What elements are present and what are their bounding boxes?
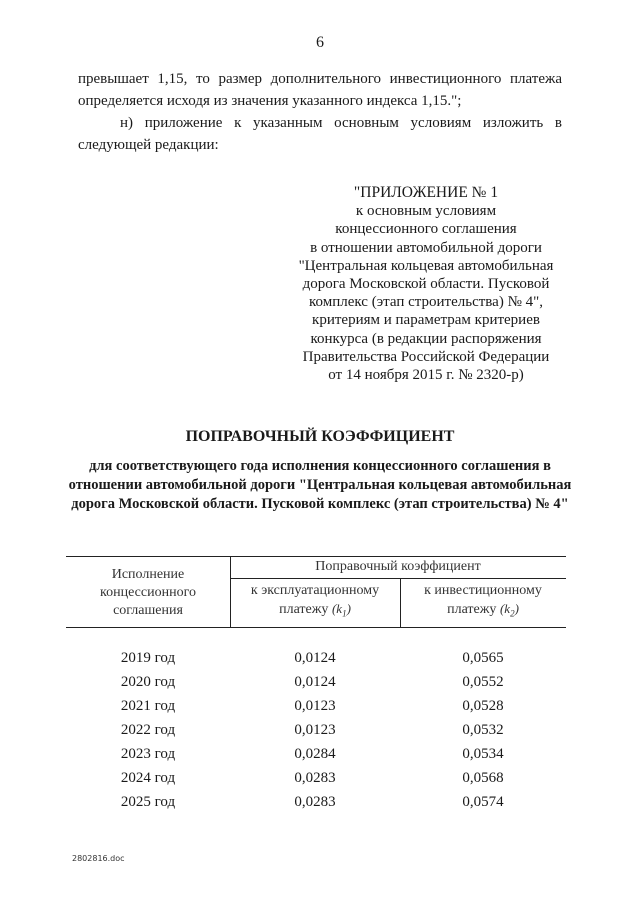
appendix-line: комплекс (этап строительства) № 4", bbox=[308, 294, 544, 311]
table-top-rule bbox=[66, 556, 566, 557]
table-row bbox=[66, 650, 566, 674]
appendix-line: "Центральная кольцевая автомобильная bbox=[298, 257, 554, 274]
cell-k1: 0,0123 bbox=[294, 722, 336, 738]
k2-letter: k bbox=[504, 601, 511, 616]
table-header-rule bbox=[230, 578, 566, 579]
appendix-line: концессионного соглашения bbox=[335, 221, 517, 238]
appendix-line: Правительства Российской Федерации bbox=[302, 348, 550, 365]
appendix-line: в отношении автомобильной дороги bbox=[310, 239, 542, 256]
cell-k2: 0,0532 bbox=[462, 722, 504, 738]
cell-year: 2019 год bbox=[120, 650, 176, 666]
cell-year: 2024 год bbox=[120, 770, 176, 786]
document-heading: ПОПРАВОЧНЫЙ КОЭФФИЦИЕНТ bbox=[185, 428, 455, 445]
k1-index: 1 bbox=[342, 608, 347, 619]
cell-k2: 0,0574 bbox=[462, 794, 504, 810]
table-header-bottom-rule bbox=[66, 627, 566, 628]
paragraph-index-clause: превышает 1,15, то размер дополнительного инвестиционного платежа определяется исходя из значения указанного индекса 1,15."; bbox=[78, 71, 562, 109]
cell-k1: 0,0283 bbox=[294, 794, 336, 810]
table-row bbox=[66, 794, 566, 818]
header-k2-label: к инвестиционному платежу bbox=[424, 583, 542, 617]
cell-k1: 0,0123 bbox=[294, 698, 336, 714]
cell-k2: 0,0552 bbox=[462, 674, 504, 690]
header-k2 bbox=[400, 582, 566, 623]
table-row bbox=[66, 770, 566, 794]
appendix-line: от 14 ноября 2015 г. № 2320-р) bbox=[328, 367, 524, 384]
header-execution: Исполнение концессионного соглашения bbox=[100, 567, 196, 618]
cell-k1: 0,0124 bbox=[294, 674, 336, 690]
cell-k2: 0,0528 bbox=[462, 698, 504, 714]
header-coefficient: Поправочный коэффициент bbox=[315, 559, 481, 574]
table-row bbox=[66, 674, 566, 698]
appendix-header bbox=[268, 184, 584, 384]
cell-k2: 0,0565 bbox=[462, 650, 504, 666]
table-row bbox=[66, 746, 566, 770]
cell-k1: 0,0284 bbox=[294, 746, 336, 762]
k2-index: 2 bbox=[510, 608, 515, 619]
cell-year: 2020 год bbox=[120, 674, 176, 690]
cell-k1: 0,0124 bbox=[294, 650, 336, 666]
cell-k2: 0,0534 bbox=[462, 746, 504, 762]
cell-year: 2021 год bbox=[120, 698, 176, 714]
cell-year: 2023 год bbox=[120, 746, 176, 762]
appendix-line: критериям и параметрам критериев bbox=[312, 312, 540, 329]
cell-year: 2025 год bbox=[120, 794, 176, 810]
page-number: 6 bbox=[316, 34, 324, 51]
cell-k2: 0,0568 bbox=[462, 770, 504, 786]
paragraph-appendix-clause: н) приложение к указанным основным условиям изложить в следующей редакции: bbox=[78, 115, 562, 153]
header-k1 bbox=[230, 582, 400, 623]
table-row bbox=[66, 722, 566, 746]
appendix-line: дорога Московской области. Пусковой bbox=[302, 276, 550, 293]
header-k1-label: к эксплуатационному платежу bbox=[250, 583, 380, 617]
k1-symbol: $(k_1)$ bbox=[331, 601, 351, 619]
cell-k1: 0,0283 bbox=[294, 770, 336, 786]
file-name-footer: 2802816.doc bbox=[72, 854, 125, 863]
appendix-title: "ПРИЛОЖЕНИЕ № 1 bbox=[353, 184, 499, 201]
table-row bbox=[66, 698, 566, 722]
document-subheading: для соответствующего года исполнения концессионного соглашения в отношении автомобильной дороги "Центральная кольцевая автомобильная дорога Московской области. Пусковой комплекс (этап строительства) № 4" bbox=[68, 458, 572, 512]
k1-letter: k bbox=[336, 601, 343, 616]
appendix-line: к основным условиям bbox=[355, 203, 497, 220]
cell-year: 2022 год bbox=[120, 722, 176, 738]
appendix-line: конкурса (в редакции распоряжения bbox=[310, 330, 542, 347]
k2-symbol: $(k_2)$ bbox=[499, 601, 519, 619]
